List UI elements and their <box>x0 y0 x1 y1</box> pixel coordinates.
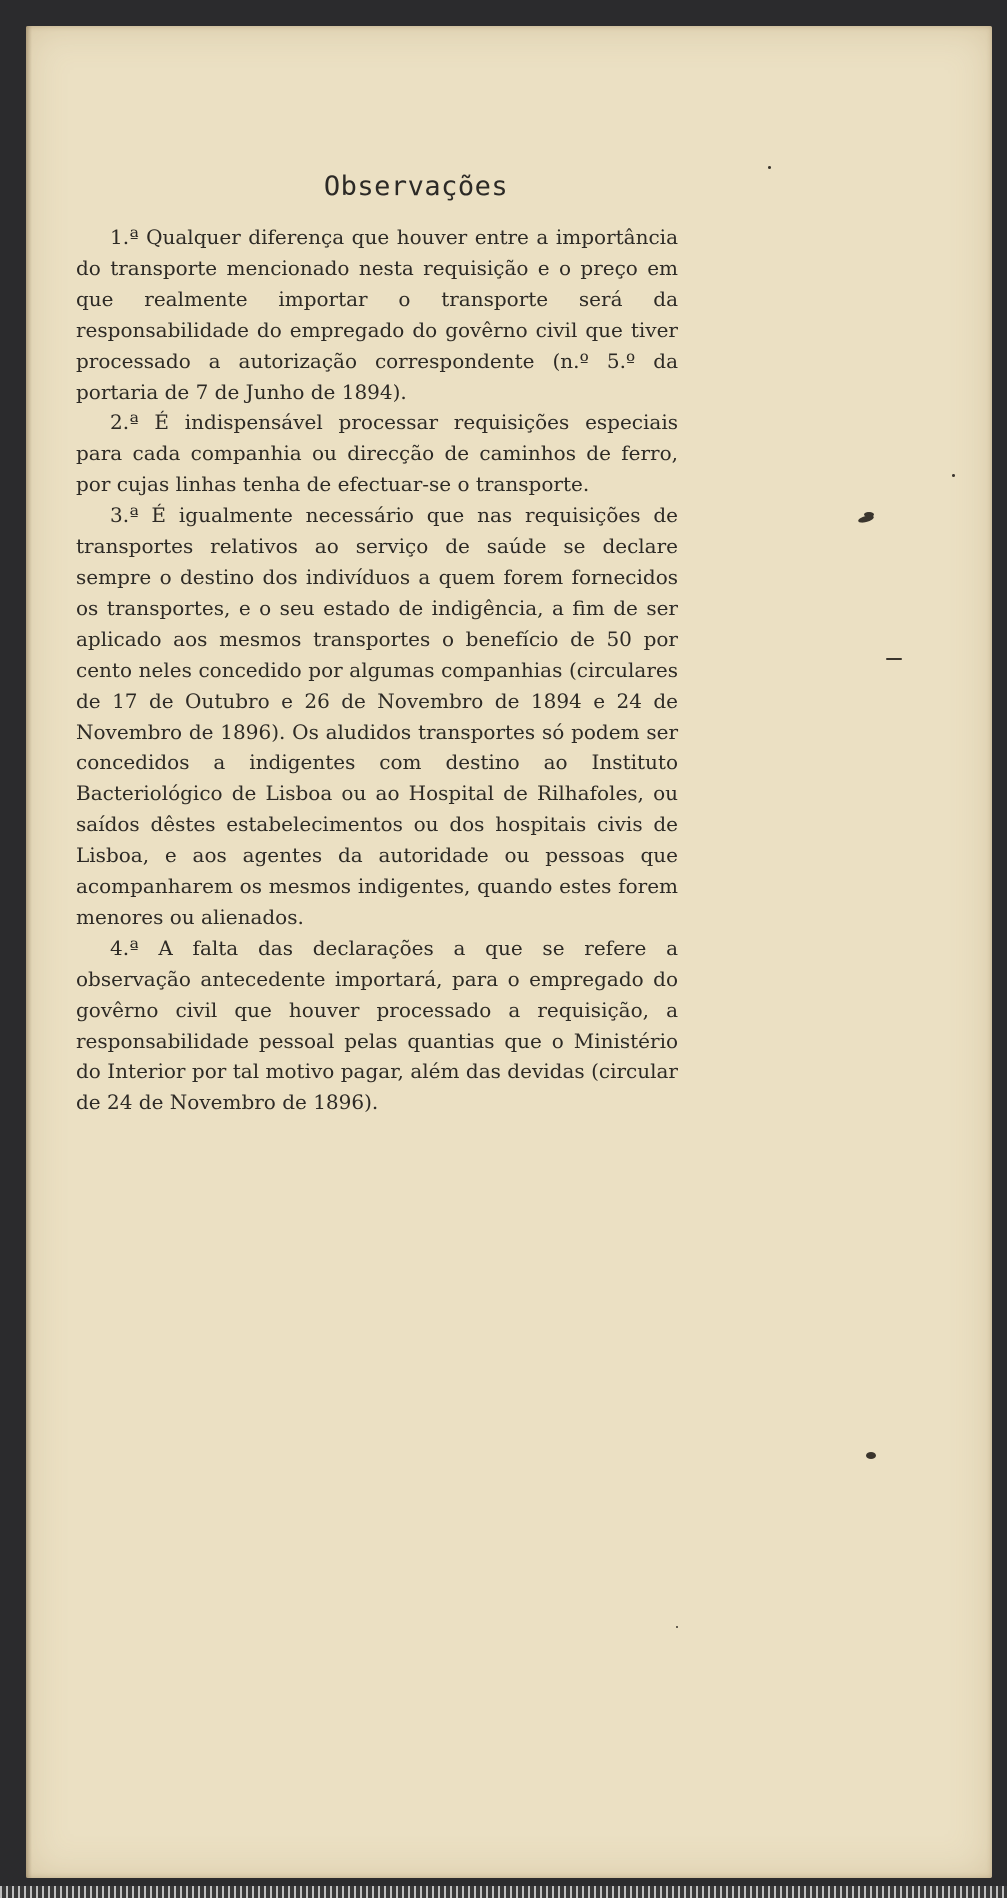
speck-mark <box>952 474 955 477</box>
ink-blot-mark <box>864 512 874 517</box>
page-title: Observações <box>323 171 509 202</box>
paper-edge-shadow <box>26 26 32 1878</box>
observation-paragraph-4: 4.ª A falta das declarações a que se refere a observação antecedente importará, para o empregado do govêrno civil que houver processado a requisição, a responsabilidade pessoal pelas quantias que o Ministério do Interior por tal motivo pagar, além das devidas (circular de 24 de Novembro de 1896). <box>76 935 678 1115</box>
scale-ruler <box>0 1886 1007 1898</box>
ink-blot-mark <box>866 1452 876 1459</box>
ink-dash-mark <box>886 658 902 660</box>
observation-paragraph-1: 1.ª Qualquer diferença que houver entre a importância do transporte mencionado nesta requisição e o preço em que realmente importar o transporte será da responsabilidade do empregado do govêrno civil que tiver processado a autorização correspondente (n.º 5.º da portaria de 7 de Junho de 1894). <box>76 225 678 404</box>
observation-paragraph-2: 2.ª É indispensável processar requisições especiais para cada companhia ou direcção de caminhos de ferro, por cujas linhas tenha de efectuar-se o transporte. <box>76 410 678 497</box>
observation-paragraph-3: 3.ª É igualmente necessário que nas requisições de transportes relativos ao serviço de saúde se declare sempre o destino dos indivíduos a quem forem fornecidos os transportes, e o seu estado de indigência, a fim de ser aplicado aos mesmos transportes o benefício de 50 por cento neles concedido por algumas companhias (circulares de 17 de Outubro e 26 de Novembro de 1894 e 24 de Novembro de 1896). Os aludidos transportes só podem ser concedidos a indigentes com destino ao Instituto Bacteriológico de Lisboa ou ao Hospital de Rilhafoles, ou saídos dêstes estabelecimentos ou dos hospitais civis de Lisboa, e aos agentes da autoridade ou pessoas que acompanharem os mesmos indigentes, quando estes forem menores ou alienados. <box>76 503 678 929</box>
speck-mark <box>676 1626 678 1628</box>
observations-text <box>76 222 678 1118</box>
speck-mark <box>768 166 771 169</box>
paper-sheet <box>26 26 992 1878</box>
